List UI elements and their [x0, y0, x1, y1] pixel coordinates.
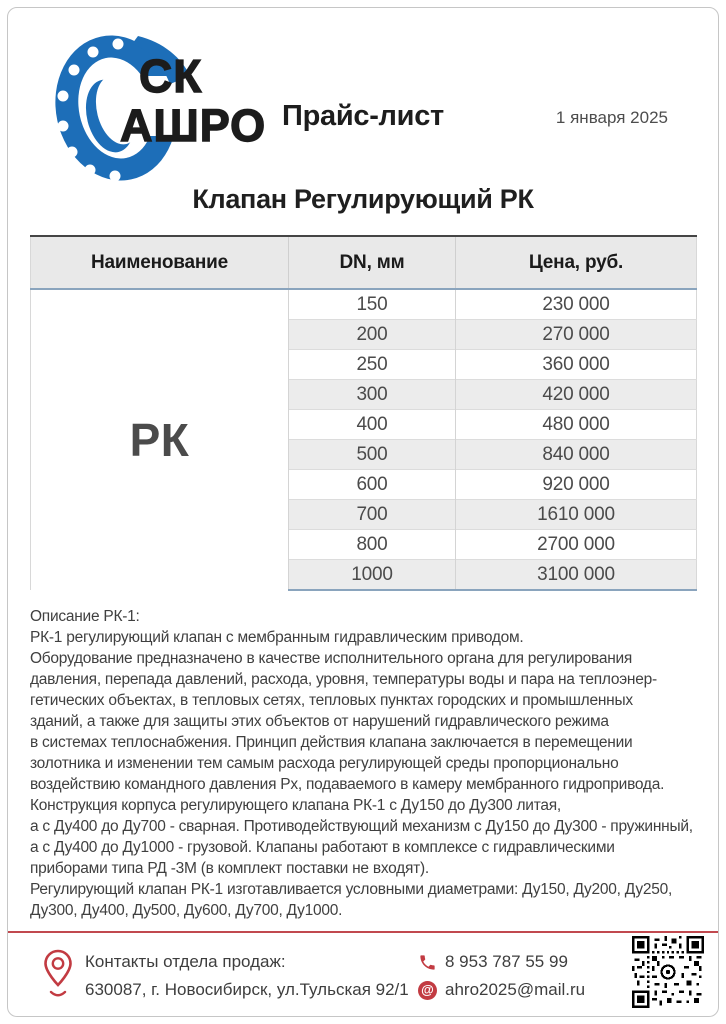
price-cell: 1610 000: [456, 500, 697, 530]
dn-cell: 1000: [289, 560, 456, 591]
description-line: Регулирующий клапан РК-1 изготавливается условными диаметрами: Ду150, Ду200, Ду250,: [30, 881, 673, 898]
description-line: Ду300, Ду400, Ду500, Ду600, Ду700, Ду1000.: [30, 902, 343, 919]
phone-icon: [418, 953, 437, 972]
phone-row: [418, 948, 585, 976]
footer-divider: [8, 931, 718, 933]
column-header-dn: DN, мм: [289, 236, 456, 289]
dn-cell: 500: [289, 440, 456, 470]
table-header-row: [31, 236, 697, 289]
description-line: РК-1 регулирующий клапан с мембранным гидравлическим приводом.: [30, 629, 524, 646]
description-line: а с Ду400 до Ду1000 - грузовой. Клапаны работают в комплексе с гидравлическими: [30, 839, 615, 856]
column-header-name: Наименование: [31, 236, 289, 289]
price-cell: 2700 000: [456, 530, 697, 560]
price-cell: 420 000: [456, 380, 697, 410]
table-row: [31, 289, 697, 320]
description-line: золотника и изменении тем самым расхода регулирующей среды пропорционально: [30, 755, 619, 772]
price-cell: 3100 000: [456, 560, 697, 591]
contacts-label: Контакты отдела продаж:: [85, 952, 286, 971]
document-title: Прайс-лист: [282, 100, 444, 132]
description-line: зданий, а также для защиты этих объектов от нарушений гидравлического режима: [30, 713, 609, 730]
email-row: [418, 976, 585, 1004]
qr-code: [632, 936, 704, 1013]
price-cell: 360 000: [456, 350, 697, 380]
document-date: 1 января 2025: [555, 108, 668, 127]
dn-cell: 300: [289, 380, 456, 410]
description-line: в системах теплоснабжения. Принцип действия клапана заключается в перемещении: [30, 734, 633, 751]
description-line: Конструкция корпуса регулирующего клапана РК-1 с Ду150 до Ду300 литая,: [30, 797, 561, 814]
reach-block: [418, 948, 585, 1004]
description-line: приборами типа РД -3М (в комплект поставки не входят).: [30, 860, 429, 877]
dn-cell: 150: [289, 289, 456, 320]
contacts-address: 630087, г. Новосибирск, ул.Тульская 92/1: [85, 980, 409, 999]
column-header-price: Цена, руб.: [456, 236, 697, 289]
email-address: ahro2025@mail.ru: [445, 980, 586, 999]
price-cell: 270 000: [456, 320, 697, 350]
location-pin-icon: [42, 948, 74, 1005]
page-title: Клапан Регулирующий РК: [192, 184, 534, 214]
price-cell: 920 000: [456, 470, 697, 500]
dn-cell: 400: [289, 410, 456, 440]
description-line: Оборудование предназначено в качестве исполнительного органа для регулирования: [30, 650, 633, 667]
phone-number: 8 953 787 55 99: [445, 952, 568, 971]
contacts-block: [85, 948, 409, 1004]
price-cell: 230 000: [456, 289, 697, 320]
description-line: а с Ду400 до Ду700 - сварная. Противодействующий механизм с Ду150 до Ду300 - пружинный,: [30, 818, 693, 835]
product-name-cell: РК: [31, 289, 289, 590]
logo-text-line2: АШРО: [120, 100, 267, 151]
at-icon: @: [418, 981, 437, 1000]
dn-cell: 800: [289, 530, 456, 560]
description-line: гетических объектах, в тепловых сетях, тепловых пунктах городских и промышленных: [30, 692, 633, 709]
description-line: воздействию командного давления Рх, подаваемого в камеру мембранного гидропривода.: [30, 776, 665, 793]
description-line: Описание РК-1:: [30, 608, 140, 625]
dn-cell: 700: [289, 500, 456, 530]
footer: [0, 940, 726, 1016]
price-table: [30, 235, 697, 591]
price-cell: 840 000: [456, 440, 697, 470]
product-description: [30, 606, 710, 921]
price-cell: 480 000: [456, 410, 697, 440]
dn-cell: 200: [289, 320, 456, 350]
dn-cell: 250: [289, 350, 456, 380]
description-line: давления, перепада давлений, расхода, уровня, температуры воды и пара на теплоэнер-: [30, 671, 657, 688]
dn-cell: 600: [289, 470, 456, 500]
logo-text-line1: СК: [139, 50, 203, 102]
